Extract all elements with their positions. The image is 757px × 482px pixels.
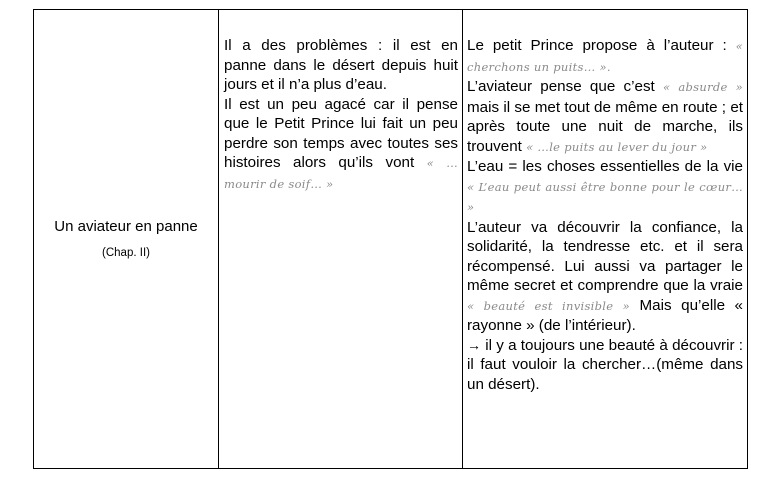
problem-cell xyxy=(219,10,463,469)
development-paragraph-4 xyxy=(467,218,743,336)
quote-absurde: « absurde » xyxy=(663,80,743,94)
quote-leau-peut-aussi: « L’eau peut aussi être bonne pour le cœur… » xyxy=(467,179,743,214)
development-cell xyxy=(463,10,748,469)
development-paragraph-5 xyxy=(467,336,743,395)
summary-table xyxy=(33,9,748,469)
p1-text: Le petit Prince propose à l’auteur : xyxy=(467,37,736,54)
quote-mourir-de-soif: « … mourir de soif… » xyxy=(224,156,458,191)
p2-text-b: mais il se met tout de même en route ; et après toute une nuit de marche, ils trouvent xyxy=(467,98,743,155)
problem-paragraph-2 xyxy=(224,95,458,195)
p5-text: il y a toujours une beauté à découvrir : il faut vouloir la chercher…(même dans un désert). xyxy=(467,336,743,393)
quote-beaute-est-invisible: « beauté est invisible » xyxy=(467,298,630,313)
quote-cherchons-un-puits: « cherchons un puits… ». xyxy=(467,39,743,74)
chapter-reference: (Chap. II) xyxy=(102,247,150,259)
table-row xyxy=(34,10,748,469)
problem-text-a: Il a des problèmes : il est en panne dans le désert depuis huit jours et il n’a plus d’eau. xyxy=(224,37,458,93)
problem-text-b: Il est un peu agacé car il pense que le Petit Prince lui fait un peu perdre son temps avec toutes ses histoires alors qu’ils vont xyxy=(224,95,458,171)
right-arrow-icon: → xyxy=(467,336,481,353)
p4-text-a: L’auteur va découvrir la confiance, la solidarité, la tendresse etc. et il sera récompensé. Lui aussi va partager le même secret et comprendre que la vraie xyxy=(467,218,743,294)
p2-text-a: L’aviateur pense que c’est xyxy=(467,78,664,95)
p3-text: L’eau = les choses essentielles de la vie xyxy=(467,158,743,175)
title-cell xyxy=(34,10,219,469)
development-paragraph-1 xyxy=(467,36,743,77)
p4-text-b: Mais qu’elle « rayonne » (de l’intérieur). xyxy=(467,296,743,334)
development-paragraph-3 xyxy=(467,157,743,218)
chapter-title: Un aviateur en panne xyxy=(54,218,198,235)
quote-le-puits: « …le puits au lever du jour » xyxy=(526,139,708,154)
development-paragraph-2 xyxy=(467,77,743,157)
problem-paragraph-1 xyxy=(224,36,458,95)
